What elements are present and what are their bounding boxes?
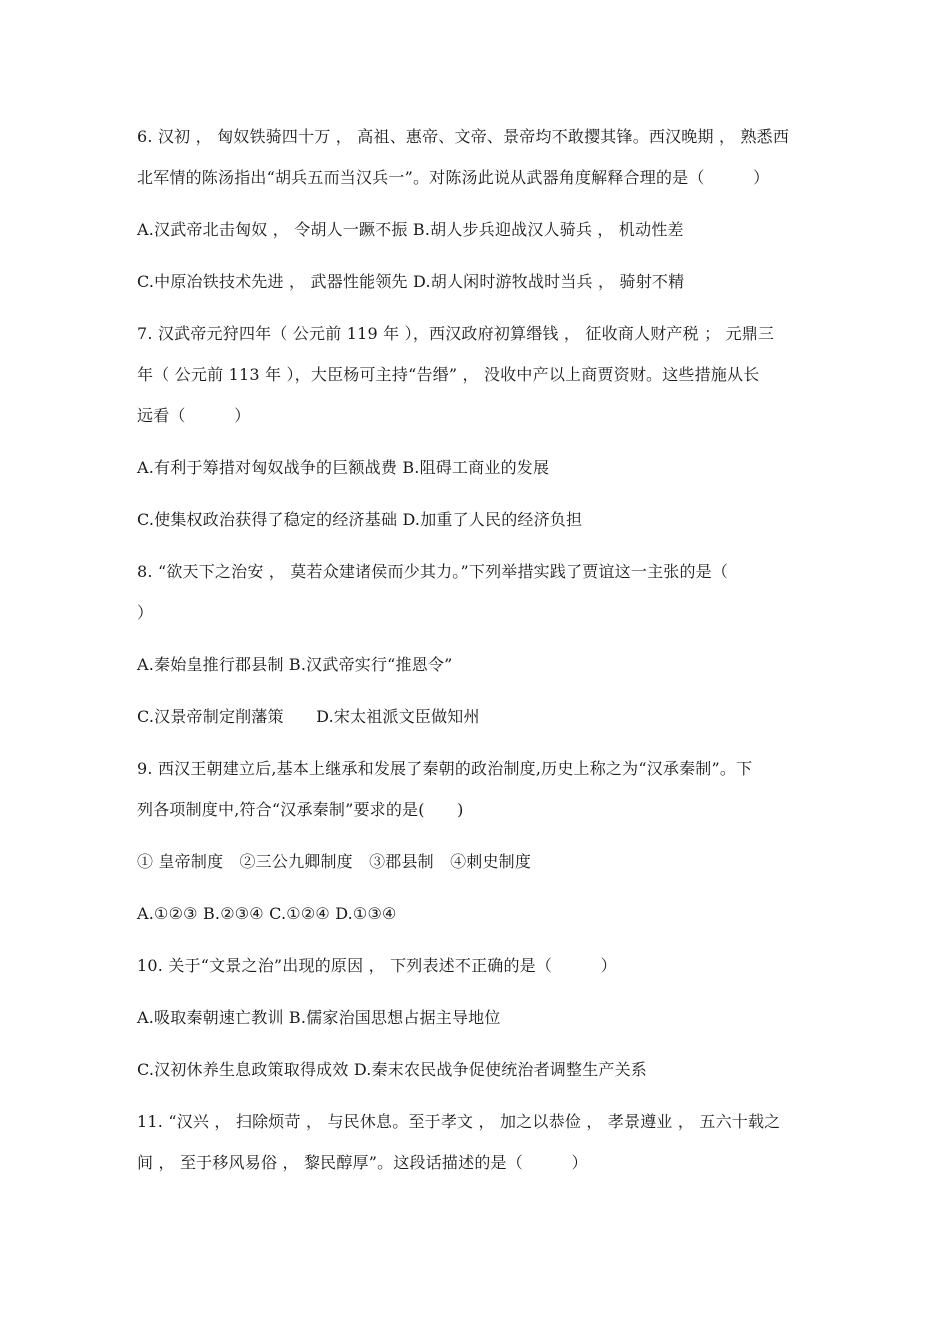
q8-options-ab: A.秦始皇推行郡县制 B.汉武帝实行“推恩令” — [137, 655, 453, 674]
q7-line-1: 7. 汉武帝元狩四年（ 公元前 119 年 ），西汉政府初算缗钱 ， 征收商人财产税 ； 元鼎三 — [137, 324, 775, 343]
q8-options-cd: C.汉景帝制定削藩策 D.宋太祖派文臣做知州 — [137, 707, 480, 726]
q9-line-1: 9. 西汉王朝建立后,基本上继承和发展了秦朝的政治制度,历史上称之为“汉承秦制”。下 — [137, 759, 753, 778]
q7-line-3: 远看（ ） — [137, 406, 251, 425]
q10-options-cd: C.汉初休养生息政策取得成效 D.秦末农民战争促使统治者调整生产关系 — [137, 1060, 647, 1079]
q7-options-cd: C.使集权政治获得了稳定的经济基础 D.加重了人民的经济负担 — [137, 510, 583, 529]
q6-options-cd: C.中原冶铁技术先进 ， 武器性能领先 D.胡人闲时游牧战时当兵 ， 骑射不精 — [137, 272, 685, 291]
q10-options-ab: A.吸取秦朝速亡教训 B.儒家治国思想占据主导地位 — [137, 1008, 501, 1027]
q6-line-1: 6. 汉初 ， 匈奴铁骑四十万 ， 高祖、惠帝、文帝、景帝均不敢撄其锋。西汉晚期 ， 熟悉西 — [137, 127, 790, 146]
q9-line-2: 列各项制度中,符合“汉承秦制”要求的是( ) — [137, 800, 464, 819]
q9-items: ① 皇帝制度 ②三公九卿制度 ③郡县制 ④刺史制度 — [137, 852, 532, 871]
q8-line-2: ） — [137, 603, 154, 622]
q6-line-2: 北军情的陈汤指出“胡兵五而当汉兵一”。对陈汤此说从武器角度解释合理的是（ ） — [137, 168, 770, 187]
q9-options: A.①②③ B.②③④ C.①②④ D.①③④ — [137, 904, 397, 923]
q7-line-2: 年（ 公元前 113 年 ），大臣杨可主持“告缗” ， 没收中产以上商贾资财。这些措施从长 — [137, 365, 760, 384]
q7-options-ab: A.有利于筹措对匈奴战争的巨额战费 B.阻碍工商业的发展 — [137, 458, 550, 477]
q11-line-1: 11. “汉兴 ， 扫除烦苛 ， 与民休息。至于孝文 ， 加之以恭俭 ， 孝景遵业 ， 五六十载之 — [137, 1112, 781, 1131]
q6-options-ab: A.汉武帝北击匈奴 ， 令胡人一蹶不振 B.胡人步兵迎战汉人骑兵 ， 机动性差 — [137, 220, 684, 239]
q8-line-1: 8. “欲天下之治安 ， 莫若众建诸侯而少其力。”下列举措实践了贾谊这一主张的是（ — [137, 562, 729, 581]
q10-line-1: 10. 关于“文景之治”出现的原因 ， 下列表述不正确的是（ ） — [137, 956, 617, 975]
q11-line-2: 间 ， 至于移风易俗 ， 黎民醇厚”。这段话描述的是（ ） — [137, 1153, 588, 1172]
